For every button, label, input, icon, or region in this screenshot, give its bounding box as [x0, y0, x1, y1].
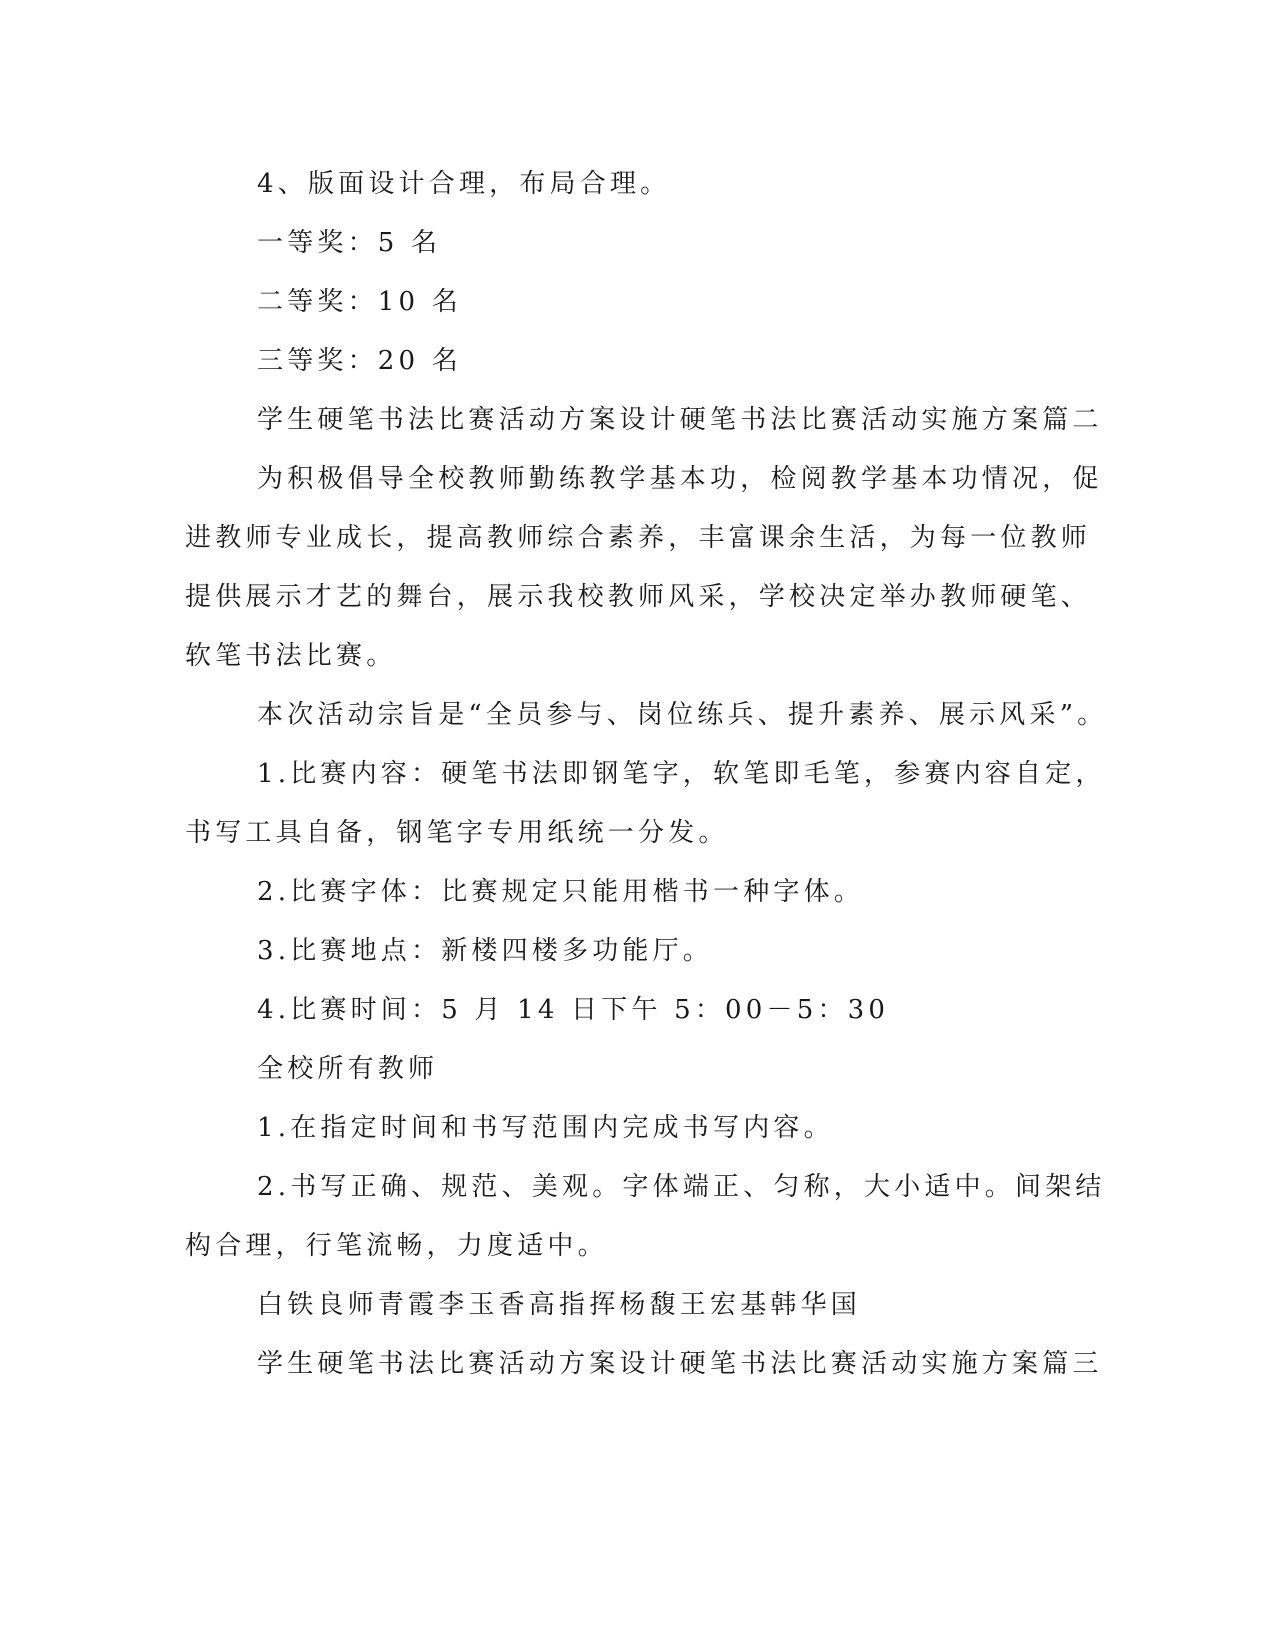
section-heading: 学生硬笔书法比赛活动方案设计硬笔书法比赛活动实施方案篇三 [257, 1349, 1103, 1379]
paragraph-line: 4、版面设计合理，布局合理。 [257, 169, 671, 199]
paragraph-line: 构合理，行笔流畅，力度适中。 [185, 1231, 608, 1261]
paragraph-line: 三等奖：20 名 [257, 346, 462, 376]
paragraph-line: 提供展示才艺的舞台，展示我校教师风采，学校决定举办教师硬笔、 [185, 582, 1092, 612]
paragraph-line: 书写工具自备，钢笔字专用纸统一分发。 [185, 818, 729, 848]
paragraph-line: 本次活动宗旨是“全员参与、岗位练兵、提升素养、展示风采”。 [257, 700, 1108, 730]
document-body [185, 155, 1108, 1394]
paragraph-line: 4.比赛时间：5 月 14 日下午 5：00－5：30 [257, 995, 890, 1025]
paragraph-line: 一等奖：5 名 [257, 228, 442, 258]
paragraph-line: 3.比赛地点：新楼四楼多功能厅。 [257, 936, 714, 966]
section-heading: 学生硬笔书法比赛活动方案设计硬笔书法比赛活动实施方案篇二 [257, 405, 1103, 435]
paragraph-line: 1.在指定时间和书写范围内完成书写内容。 [257, 1113, 834, 1143]
paragraph-line: 为积极倡导全校教师勤练教学基本功，检阅教学基本功情况，促 [257, 464, 1103, 494]
paragraph-line: 进教师专业成长，提高教师综合素养，丰富课余生活，为每一位教师 [185, 523, 1092, 553]
paragraph-line: 二等奖：10 名 [257, 287, 462, 317]
paragraph-line: 1.比赛内容：硬笔书法即钢笔字，软笔即毛笔，参赛内容自定， [257, 759, 1106, 789]
paragraph-line: 2.比赛字体：比赛规定只能用楷书一种字体。 [257, 877, 865, 907]
paragraph-line: 白铁良师青霞李玉香高指挥杨馥王宏基韩华国 [257, 1290, 862, 1320]
paragraph-line: 软笔书法比赛。 [185, 641, 397, 671]
paragraph-line: 2.书写正确、规范、美观。字体端正、匀称，大小适中。间架结 [257, 1172, 1106, 1202]
paragraph-line: 全校所有教师 [257, 1054, 439, 1084]
